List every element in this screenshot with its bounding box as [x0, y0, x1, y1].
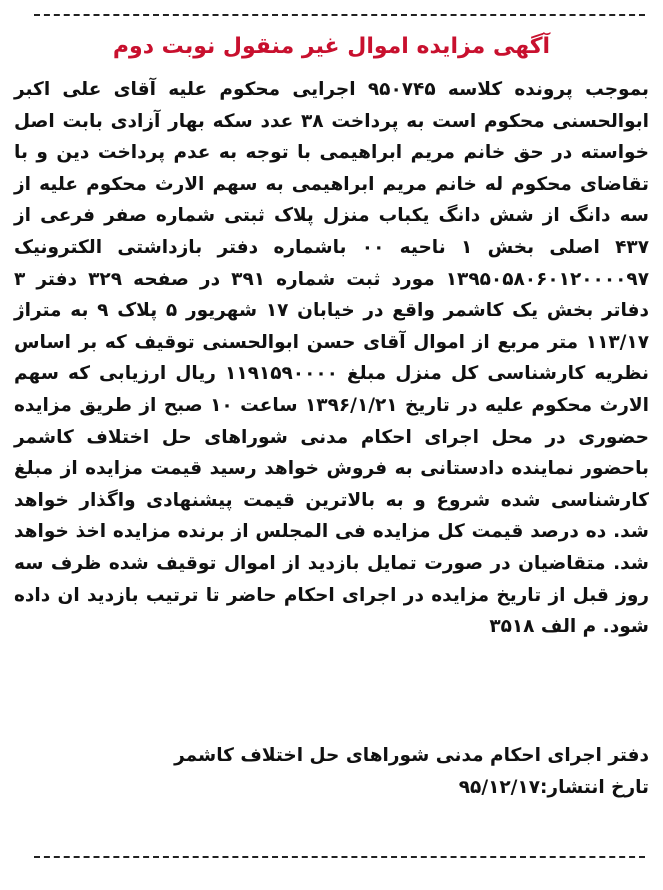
publish-date-line	[14, 772, 649, 804]
notice-body-text: بموجب پرونده کلاسه ۹۵۰۷۴۵ اجرایی محکوم علیه آقای علی اکبر ابوالحسنی محکوم است به پرداخت ۳۸ عدد سکه بهار آزادی بابت اصل خواسته در حق خانم مریم ابراهیمی با توجه به عدم پرداخت دین و با تقاضای محکوم له خانم مریم ابراهیمی به سهم الارث محکوم علیه از سه دانگ از شش دانگ یکباب منزل پلاک ثبتی شماره صفر فرعی از ۴۳۷ اصلی بخش ۱ ناحیه ۰۰ باشماره دفتر بازداشتی الکترونیک ۱۳۹۵۰۵۸۰۶۰۱۲۰۰۰۰۹۷ مورد ثبت شماره ۳۹۱ در صفحه ۳۲۹ دفتر ۳ دفاتر بخش یک کاشمر واقع در خیابان ۱۷ شهریور ۵ پلاک ۹ به متراژ ۱۱۳/۱۷ متر مربع از اموال آقای حسن ابوالحسنی توقیف که بر اساس نظریه کارشناسی کل منزل مبلغ ۱۱۹۱۵۹۰۰۰۰ ریال ارزیابی که سهم الارث محکوم علیه در تاریخ ۱۳۹۶/۱/۲۱ ساعت ۱۰ صبح از طریق مزایده حضوری در محل اجرای احکام مدنی شوراهای حل اختلاف کاشمر باحضور نماینده دادستانی به فروش خواهد رسید قیمت مزایده از مبلغ کارشناسی شده شروع و به بالاترین قیمت پیشنهادی واگذار خواهد شد. ده درصد قیمت کل مزایده فی المجلس از برنده مزایده اخذ خواهد شد. متقاضیان در صورت تمایل بازدید از اموال توقیف شده ظرف سه روز قبل از تاریخ مزایده در اجرای احکام حاضر تا ترتیب بازدید ان داده شود. م الف ۳۵۱۸	[14, 79, 650, 638]
publish-date-value: ۹۵/۱۲/۱۷	[458, 776, 541, 798]
publish-date-label: تارخ انتشار:	[540, 776, 649, 798]
issuer-line: دفتر اجرای احکام مدنی شوراهای حل اختلاف کاشمر	[174, 745, 649, 766]
notice-footer	[14, 740, 649, 803]
notice-body	[14, 74, 649, 643]
top-dashed-divider	[34, 14, 645, 16]
notice-title: آگهی مزایده اموال غیر منقول نوبت دوم	[112, 34, 551, 59]
bottom-dashed-divider	[34, 856, 645, 858]
